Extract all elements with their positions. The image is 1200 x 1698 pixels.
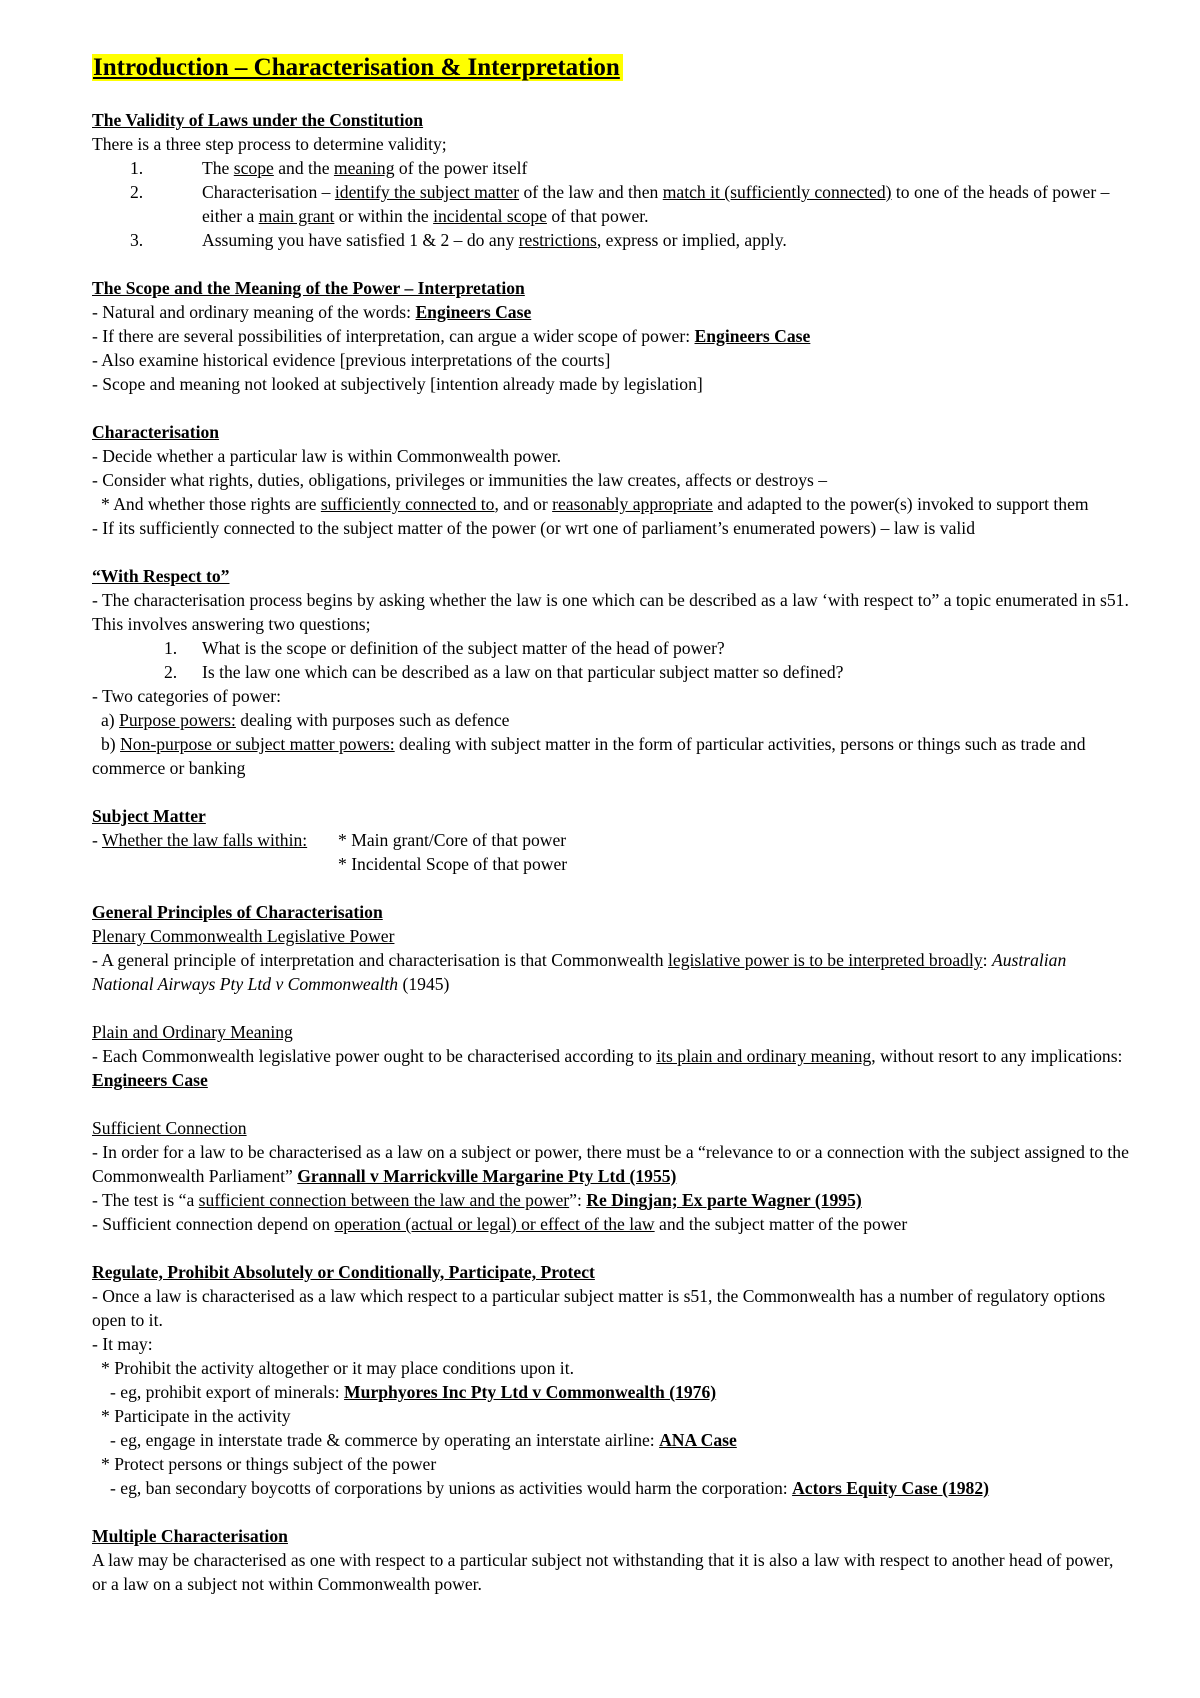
char-line: - If its sufficiently connected to the subject matter of the power (or wrt one of parliament’s enumerated powers) – law is valid xyxy=(92,518,975,538)
section-heading-general: General Principles of Characterisation xyxy=(92,902,383,922)
subject-matter-row: * Incidental Scope of that power xyxy=(338,854,568,874)
char-line: - Consider what rights, duties, obligations, privileges or immunities the law creates, affects or destroys – xyxy=(92,470,828,490)
section-subject-matter xyxy=(92,804,1132,876)
validity-intro: There is a three step process to determine validity; xyxy=(92,134,447,154)
section-heading-subject-matter: Subject Matter xyxy=(92,806,206,826)
case-citation: Australian National Airways Pty Ltd v Commonwealth xyxy=(92,950,1067,994)
case-citation: ANA Case xyxy=(659,1430,737,1450)
section-heading-scope: The Scope and the Meaning of the Power – Interpretation xyxy=(92,278,525,298)
list-item: 3. Assuming you have satisfied 1 & 2 – do any restrictions, express or implied, apply. xyxy=(130,230,787,250)
section-with-respect-to xyxy=(92,564,1132,780)
case-citation: Re Dingjan; Ex parte Wagner (1995) xyxy=(586,1190,862,1210)
subject-matter-row: - Whether the law falls within: * Main grant/Core of that power xyxy=(92,830,567,850)
section-heading-with-respect: “With Respect to” xyxy=(92,566,230,586)
power-category: a) Purpose powers: dealing with purposes such as defence xyxy=(101,710,510,730)
scope-line: - Natural and ordinary meaning of the words: Engineers Case xyxy=(92,302,532,322)
case-citation: Engineers Case xyxy=(694,326,811,346)
case-citation: Actors Equity Case (1982) xyxy=(792,1478,990,1498)
scope-line: - Scope and meaning not looked at subjectively [intention already made by legislation] xyxy=(92,374,703,394)
with-respect-line: - The characterisation process begins by asking whether the law is one which can be described as a law ‘with respect to” a topic enumerated in s51. This involves answering two questions; xyxy=(92,590,1129,634)
subheading-plenary: Plenary Commonwealth Legislative Power xyxy=(92,926,395,946)
validity-steps xyxy=(92,156,1132,252)
with-respect-line: - Two categories of power: xyxy=(92,686,281,706)
section-heading-validity: The Validity of Laws under the Constitution xyxy=(92,110,424,130)
section-multiple: Multiple Characterisation A law may be characterised as one with respect to a particular subject not withstanding that it is also a law with respect to another head of power, or a law on a subject not within Commonwealth power. xyxy=(92,1526,1114,1594)
scope-line: - Also examine historical evidence [previous interpretations of the courts] xyxy=(92,350,611,370)
list-item: 1. The scope and the meaning of the power itself xyxy=(130,158,528,178)
section-heading-regulate: Regulate, Prohibit Absolutely or Conditionally, Participate, Protect xyxy=(92,1262,595,1282)
block-plain-meaning: Plain and Ordinary Meaning - Each Commonwealth legislative power ought to be characterised according to its plain and ordinary meaning, without resort to any implications: Engineers Case xyxy=(92,1022,1123,1090)
char-line: * And whether those rights are sufficiently connected to, and or reasonably appropriate and adapted to the power(s) invoked to support them xyxy=(101,494,1089,514)
title-container xyxy=(92,52,1132,88)
section-scope xyxy=(92,276,1132,396)
section-general-principles xyxy=(92,900,1132,1236)
block-plenary: Plenary Commonwealth Legislative Power - A general principle of interpretation and characterisation is that Commonwealth legislative power is to be interpreted broadly: Australian National Airways Pty Ltd v Commonwealth (1945) xyxy=(92,926,1067,994)
scope-line: - If there are several possibilities of interpretation, can argue a wider scope of power: Engineers Case xyxy=(92,326,811,346)
list-item: 2. Is the law one which can be described as a law on that particular subject matter so defined? xyxy=(164,662,844,682)
section-regulate: Regulate, Prohibit Absolutely or Conditionally, Participate, Protect - Once a law is characterised as a law which respect to a particular subject matter is s51, the Commonwealth has a number of regulatory options open to it. - It may: * Prohibit the activity altogether or it may place conditions upon it. - eg, prohibit export of minerals: Murphyores Inc Pty Ltd v Commonwealth (1976) * Participate in the activity - eg, engage in interstate trade & commerce by operating an interstate airline: ANA Case * Protect persons or things subject of the power - eg, ban secondary boycotts of corporations by unions as activities would harm the corporation: Actors Equity Case (1982) xyxy=(92,1262,1106,1498)
case-citation: Grannall v Marrickville Margarine Pty Ltd (1955) xyxy=(297,1166,677,1186)
char-line: - Decide whether a particular law is within Commonwealth power. xyxy=(92,446,562,466)
case-citation: Engineers Case xyxy=(415,302,532,322)
section-heading-characterisation: Characterisation xyxy=(92,422,220,442)
section-validity xyxy=(92,108,1132,252)
case-citation: Murphyores Inc Pty Ltd v Commonwealth (1976) xyxy=(344,1382,717,1402)
block-sufficient-connection: Sufficient Connection - In order for a law to be characterised as a law on a subject or power, there must be a “relevance to or a connection with the subject assigned to the Commonwealth Parliament” Grannall v Marrickville Margarine Pty Ltd (1955) - The test is “a sufficient connection between the law and the power”: Re Dingjan; Ex parte Wagner (1995) - Sufficient connection depend on operation (actual or legal) or effect of the law and the subject matter of the power xyxy=(92,1118,1129,1234)
section-characterisation xyxy=(92,420,1132,540)
list-item: 1. What is the scope or definition of the subject matter of the head of power? xyxy=(164,638,725,658)
document-page xyxy=(92,52,1132,1620)
section-heading-multiple: Multiple Characterisation xyxy=(92,1526,288,1546)
case-citation: Engineers Case xyxy=(92,1070,208,1090)
list-item: 2. Characterisation – identify the subject matter of the law and then match it (sufficiently connected) to one of the heads of power – either a main grant or within the incidental scope of that power. xyxy=(130,182,1110,226)
document-title: Introduction – Characterisation & Interpretation xyxy=(92,54,623,81)
subheading-plain: Plain and Ordinary Meaning xyxy=(92,1022,293,1042)
power-category: b) Non-purpose or subject matter powers: dealing with subject matter in the form of particular activities, persons or things such as trade and commerce or banking xyxy=(92,734,1086,778)
with-respect-questions xyxy=(92,636,1132,684)
subheading-sufficient: Sufficient Connection xyxy=(92,1118,247,1138)
